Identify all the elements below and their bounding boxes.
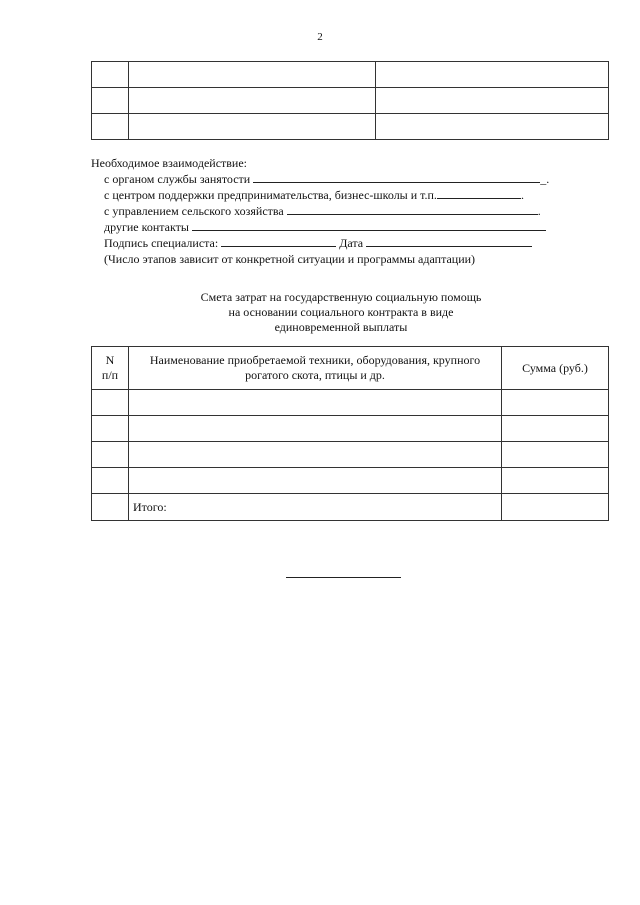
table-cell [92,494,129,521]
table-cell [129,88,376,114]
total-label: Итого: [129,494,502,521]
employment-service-label: с органом службы занятости [104,172,251,186]
col-name-header [129,347,502,390]
other-contacts-blank [192,219,546,231]
signature-blank [221,235,336,247]
table-cell [129,114,376,140]
estimate-title-line: на основании социального контракта в виде [228,305,454,319]
date-blank [366,235,532,247]
table-row [92,468,609,494]
col-sum-header: Сумма (руб.) [502,347,609,390]
table-cell [129,416,502,442]
business-center-end: . [520,188,524,202]
table-cell [92,468,129,494]
table-cell [92,442,129,468]
business-center-blank [437,187,521,199]
agriculture-label: с управлением сельского хозяйства [104,204,284,218]
col-number-header-line: п/п [101,368,119,382]
estimate-title-line: единовременной выплаты [274,320,408,334]
table-cell [92,88,129,114]
end-divider [286,577,401,578]
interaction-section [91,155,611,267]
agriculture-line [91,203,611,219]
table-cell [129,442,502,468]
employment-service-end: _. [540,172,550,186]
total-value-cell [502,494,609,521]
interaction-heading: Необходимое взаимодействие: [91,156,248,170]
estimate-title [91,290,591,335]
table-header-row [92,347,609,390]
table-cell [129,62,376,88]
table-row [92,416,609,442]
table-cell [502,468,609,494]
agriculture-blank [287,203,538,215]
col-number-header-line: N [105,353,115,367]
cost-estimate-table [91,346,609,521]
employment-service-line [91,171,611,187]
table-row [92,390,609,416]
date-label: Дата [339,236,364,250]
other-contacts-line [91,219,611,235]
table-cell [92,390,129,416]
total-row [92,494,609,521]
table-cell [92,62,129,88]
col-number-header [92,347,129,390]
col-name-header-line: Наименование приобретаемой техники, оборудования, крупного [149,353,481,367]
estimate-title-line: Смета затрат на государственную социальную помощь [200,290,482,304]
agriculture-end: . [537,204,541,218]
table-cell [502,442,609,468]
table-cell [376,62,609,88]
signature-label: Подпись специалиста: [104,236,219,250]
table-cell [92,416,129,442]
signature-line [91,235,611,251]
table-cell [502,416,609,442]
page-number: 2 [317,31,323,43]
business-center-label: с центром поддержки предпринимательства, бизнес-школы и т.п. [104,188,437,202]
table-cell [376,88,609,114]
business-center-line [91,187,611,203]
col-name-header-line: рогатого скота, птицы и др. [245,368,385,382]
note-line: (Число этапов зависит от конкретной ситуации и программы адаптации) [104,252,476,266]
table-row [92,88,609,114]
table-row [92,114,609,140]
other-contacts-label: другие контакты [104,220,189,234]
table-row [92,62,609,88]
table-cell [129,468,502,494]
table-cell [376,114,609,140]
table-cell [502,390,609,416]
employment-service-blank [253,171,540,183]
stages-table-continuation [91,61,609,140]
table-cell [129,390,502,416]
table-cell [92,114,129,140]
table-row [92,442,609,468]
